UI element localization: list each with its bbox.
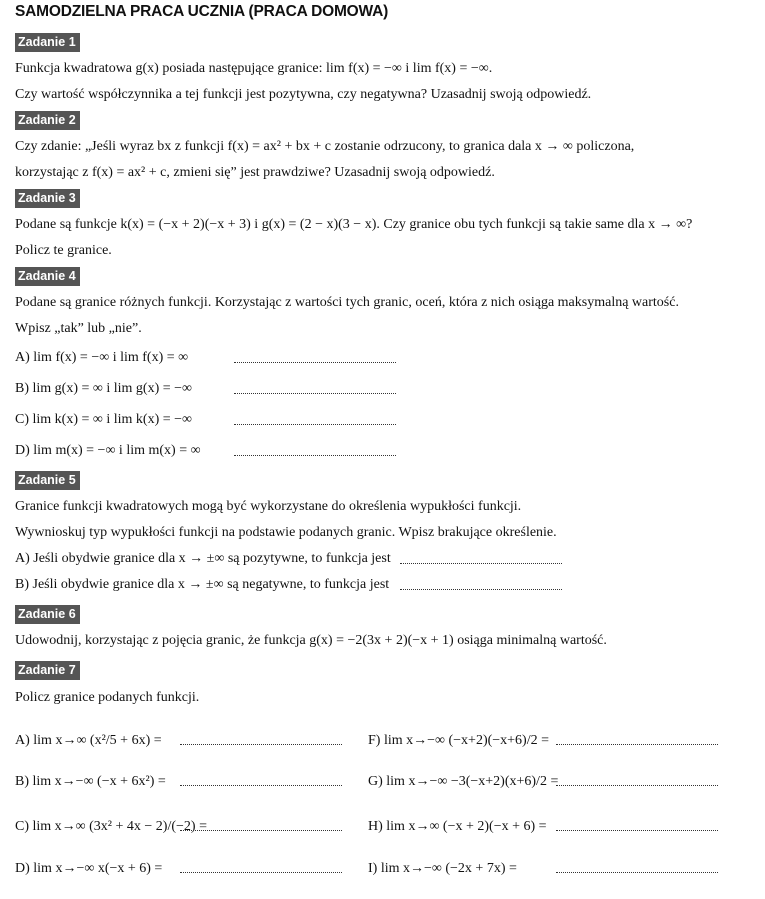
- answer-line[interactable]: [556, 830, 718, 831]
- task-4-item-c: C) lim k(x) = ∞ i lim k(x) = −∞: [15, 412, 193, 427]
- task-7-item-f: F) lim x→−∞ (−x+2)(−x+6)/2 =: [368, 733, 550, 748]
- task-1-label: Zadanie 1: [15, 33, 80, 52]
- task-7-item-a: A) lim x→∞ (x²/5 + 6x) =: [15, 733, 162, 748]
- answer-line[interactable]: [556, 785, 718, 786]
- task-5-line-4: B) Jeśli obydwie granice dla x → ±∞ są negatywne, to funkcja jest: [15, 577, 390, 592]
- answer-line[interactable]: [400, 563, 562, 564]
- answer-line[interactable]: [556, 872, 718, 873]
- task-5-line-2: Wywnioskuj typ wypukłości funkcji na podstawie podanych granic. Wpisz brakujące określenie.: [15, 525, 557, 540]
- task-7-label: Zadanie 7: [15, 661, 80, 680]
- answer-line[interactable]: [234, 362, 396, 363]
- task-1-line-1: Funkcja kwadratowa g(x) posiada następujące granice: lim f(x) = −∞ i lim f(x) = −∞.: [15, 61, 493, 76]
- answer-line[interactable]: [234, 424, 396, 425]
- task-3-line-2: Policz te granice.: [15, 243, 112, 258]
- task-7-item-d: D) lim x→−∞ x(−x + 6) =: [15, 861, 163, 876]
- task-4-item-b: B) lim g(x) = ∞ i lim g(x) = −∞: [15, 381, 193, 396]
- task-7-item-i: I) lim x→−∞ (−2x + 7x) =: [368, 861, 517, 876]
- task-7-item-g: G) lim x→−∞ −3(−x+2)(x+6)/2 =: [368, 774, 559, 789]
- answer-line[interactable]: [234, 393, 396, 394]
- task-4-item-a: A) lim f(x) = −∞ i lim f(x) = ∞: [15, 350, 189, 365]
- task-7-line-1: Policz granice podanych funkcji.: [15, 690, 200, 705]
- answer-line[interactable]: [400, 589, 562, 590]
- task-3-label: Zadanie 3: [15, 189, 80, 208]
- task-2-label: Zadanie 2: [15, 111, 80, 130]
- answer-line[interactable]: [180, 744, 342, 745]
- answer-line[interactable]: [180, 830, 342, 831]
- task-6-label: Zadanie 6: [15, 605, 80, 624]
- task-5-line-3: A) Jeśli obydwie granice dla x → ±∞ są pozytywne, to funkcja jest: [15, 551, 391, 566]
- answer-line[interactable]: [180, 785, 342, 786]
- page-title: SAMODZIELNA PRACA UCZNIA (PRACA DOMOWA): [15, 3, 389, 20]
- answer-line[interactable]: [556, 744, 718, 745]
- task-5-line-1: Granice funkcji kwadratowych mogą być wykorzystane do określenia wypukłości funkcji.: [15, 499, 522, 514]
- task-2-line-2: korzystając z f(x) = ax² + c, zmieni się” jest prawdziwe? Uzasadnij swoją odpowiedź.: [15, 165, 495, 180]
- task-5-label: Zadanie 5: [15, 471, 80, 490]
- task-7-item-b: B) lim x→−∞ (−x + 6x²) =: [15, 774, 166, 789]
- task-7-item-h: H) lim x→∞ (−x + 2)(−x + 6) =: [368, 819, 547, 834]
- task-4-item-d: D) lim m(x) = −∞ i lim m(x) = ∞: [15, 443, 201, 458]
- task-4-line-2: Wpisz „tak” lub „nie”.: [15, 321, 142, 336]
- task-7-item-c: C) lim x→∞ (3x² + 4x − 2)/(−2) =: [15, 819, 207, 834]
- task-4-line-1: Podane są granice różnych funkcji. Korzystając z wartości tych granic, oceń, która z nich osiąga maksymalną wartość.: [15, 295, 679, 310]
- task-3-line-1: Podane są funkcje k(x) = (−x + 2)(−x + 3) i g(x) = (2 − x)(3 − x). Czy granice obu tych funkcji są takie same dla x → ∞?: [15, 217, 693, 232]
- task-4-label: Zadanie 4: [15, 267, 80, 286]
- task-1-line-2: Czy wartość współczynnika a tej funkcji jest pozytywna, czy negatywna? Uzasadnij swoją odpowiedź.: [15, 87, 592, 102]
- task-6-line-1: Udowodnij, korzystając z pojęcia granic, że funkcja g(x) = −2(3x + 2)(−x + 1) osiąga minimalną wartość.: [15, 633, 607, 648]
- answer-line[interactable]: [234, 455, 396, 456]
- answer-line[interactable]: [180, 872, 342, 873]
- task-2-line-1: Czy zdanie: „Jeśli wyraz bx z funkcji f(x) = ax² + bx + c zostanie odrzucony, to granica dala x → ∞ policzona,: [15, 139, 635, 154]
